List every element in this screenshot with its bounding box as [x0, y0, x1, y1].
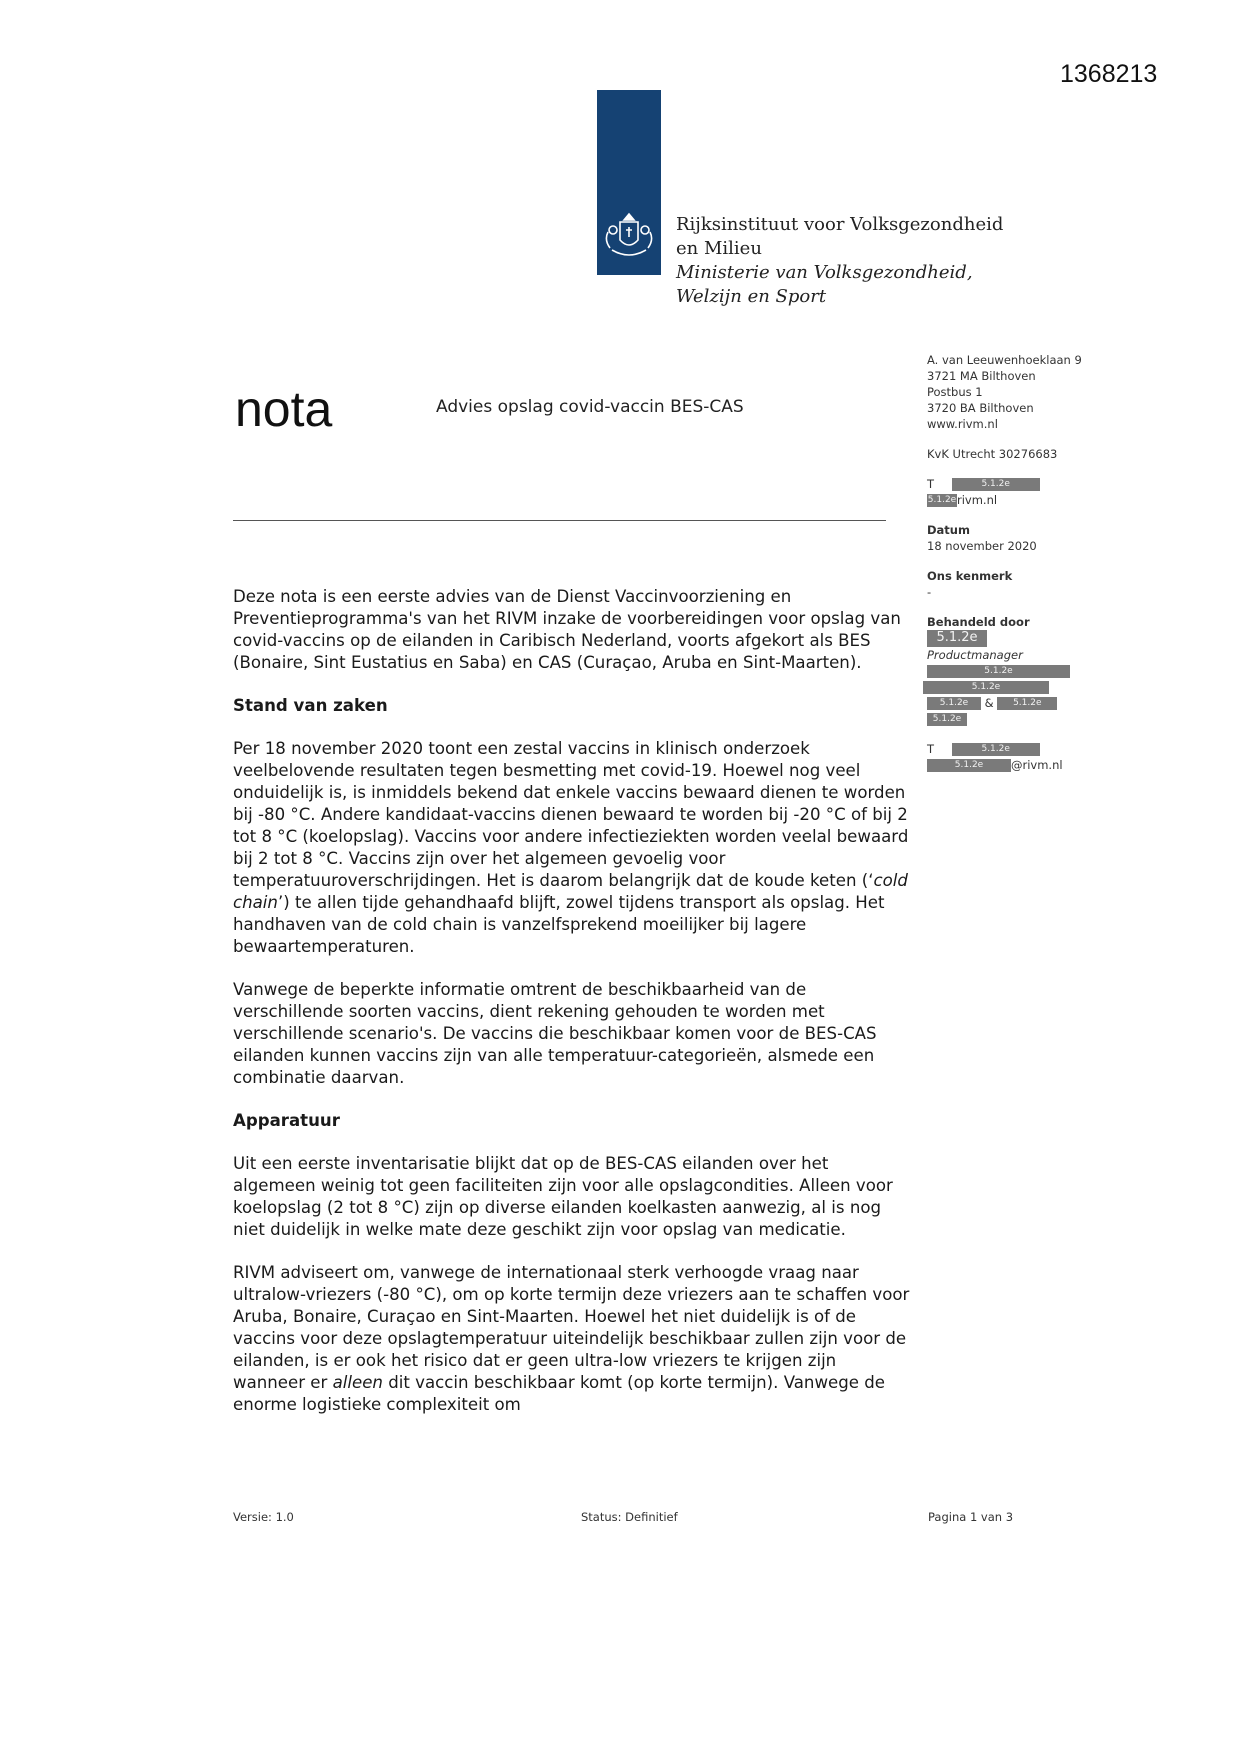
alleen-term: alleen	[332, 1373, 383, 1392]
contact-email-line	[927, 757, 1127, 773]
address-line-2: 3721 MA Bilthoven	[927, 369, 1036, 383]
sidebar-info	[927, 352, 1127, 773]
equipment-paragraph-2: RIVM adviseert om, vanwege de internationaal sterk verhoogde vraag naar ultralow-vriezers (-80 °C), om op korte termijn deze vriezers aan te schaffen voor Aruba, Bonaire, Curaçao en Sint-Maarten. Hoewel het niet duidelijk is of de vaccins voor deze opslagtemperatuur uiteindelijk beschikbaar zullen zijn voor de eilanden, is er ook het risico dat er geen ultra-low vriezers te krijgen zijn wanneer er alleen dit vaccin beschikbaar komt (op korte termijn). Vanwege de enorme logistieke complexiteit om	[233, 1263, 910, 1414]
handled-by-label: Behandeld door	[927, 615, 1030, 629]
organization-name-line1: Rijksinstituut voor Volksgezondheid	[676, 214, 1004, 235]
footer-status: Status: Definitief	[581, 1510, 678, 1524]
document-subject: Advies opslag covid-vaccin BES-CAS	[436, 397, 744, 417]
footer-page-number: Pagina 1 van 3	[928, 1510, 1014, 1524]
section-heading-equipment: Apparatuur	[233, 1111, 340, 1130]
contact-phone-prefix: T	[927, 742, 935, 756]
redacted-contact-email: 5.1.2e	[927, 759, 1011, 772]
reference-value: -	[927, 585, 932, 599]
intro-paragraph: Deze nota is een eerste advies van de Dienst Vaccinvoorziening en Preventieprogramma's van het RIVM inzake de voorbereidingen voor opslag van covid-vaccins op de eilanden in Caribisch Nederland, voorts afgekort als BES (Bonaire, Sint Eustatius en Saba) en CAS (Curaçao, Aruba en Sint-Maarten).	[233, 587, 901, 672]
document-body	[233, 586, 913, 1437]
redacted-line-e: 5.1.2e	[927, 713, 967, 726]
redacted-handler-name: 5.1.2e	[927, 630, 987, 647]
organization-block	[676, 213, 1003, 309]
address-line-1: A. van Leeuwenhoeklaan 9	[927, 353, 1082, 367]
redacted-line-d: 5.1.2e	[997, 697, 1057, 710]
email-domain: rivm.nl	[957, 493, 998, 507]
royal-coat-of-arms-icon	[600, 210, 658, 266]
date-label: Datum	[927, 523, 970, 537]
ministry-line1: Ministerie van Volksgezondheid,	[676, 262, 973, 283]
redacted-contact-phone: 5.1.2e	[952, 743, 1040, 756]
status-paragraph-1: Per 18 november 2020 toont een zestal vaccins in klinisch onderzoek veelbelovende resultaten tegen besmetting met covid-19. Hoewel nog veel onduidelijk is, is inmiddels bekend dat enkele vaccins bewaard dienen te worden bij -80 °C. Andere kandidaat-vaccins dienen bewaard te worden bij -20 °C of bij 2 tot 8 °C (koelopslag). Vaccins voor andere infectieziekten worden veelal bewaard bij 2 tot 8 °C. Vaccins zijn over het algemeen gevoelig voor temperatuuroverschrijdingen. Het is daarom belangrijk dat de koude keten (‘cold chain’) te allen tijde gehandhaafd blijft, zowel tijdens transport als opslag. Het handhaven van de cold chain is vanzelfsprekend moeilijker bij lagere bewaartemperaturen.	[233, 739, 909, 956]
redacted-line-c: 5.1.2e	[927, 697, 981, 710]
equipment-paragraph-1: Uit een eerste inventarisatie blijkt dat op de BES-CAS eilanden over het algemeen weinig tot geen faciliteiten zijn voor alle opslagcondities. Alleen voor koelopslag (2 tot 8 °C) zijn op diverse eilanden koelkasten aanwezig, al is nog niet duidelijk in welke mate deze geschikt zijn voor opslag van medicatie.	[233, 1154, 893, 1239]
redacted-phone: 5.1.2e	[952, 478, 1040, 491]
document-number: 1368213	[1060, 60, 1158, 88]
contact-phone-line	[927, 741, 1127, 757]
address-line-3: Postbus 1	[927, 385, 983, 399]
website: www.rivm.nl	[927, 417, 998, 431]
organization-name-line2: en Milieu	[676, 238, 762, 259]
ministry-line2: Welzijn en Sport	[676, 286, 827, 307]
document-type-title: nota	[235, 381, 333, 437]
redacted-line-b: 5.1.2e	[923, 681, 1049, 694]
handler-role: Productmanager	[927, 648, 1023, 662]
redacted-line-a: 5.1.2e	[927, 665, 1070, 678]
section-heading-status: Stand van zaken	[233, 696, 388, 715]
phone-line	[927, 476, 1127, 492]
redacted-email-user: 5.1.2e	[927, 495, 957, 505]
phone-prefix: T	[927, 477, 935, 491]
footer-version: Versie: 1.0	[233, 1510, 294, 1524]
status-paragraph-2: Vanwege de beperkte informatie omtrent de beschikbaarheid van de verschillende soorten vaccins, dient rekening gehouden te worden met verschillende scenario's. De vaccins die beschikbaar komen voor de BES-CAS eilanden kunnen vaccins zijn van alle temperatuur-categorieën, alsmede een combinatie daarvan.	[233, 980, 877, 1087]
header-divider	[233, 520, 886, 521]
kvk-number: KvK Utrecht 30276683	[927, 447, 1058, 461]
date-value: 18 november 2020	[927, 539, 1037, 553]
email-line	[927, 492, 1127, 508]
ampersand: &	[984, 696, 994, 710]
reference-label: Ons kenmerk	[927, 569, 1013, 583]
address-line-4: 3720 BA Bilthoven	[927, 401, 1034, 415]
contact-email-domain: @rivm.nl	[1011, 758, 1063, 772]
cold-chain-term: cold chain	[233, 871, 908, 912]
